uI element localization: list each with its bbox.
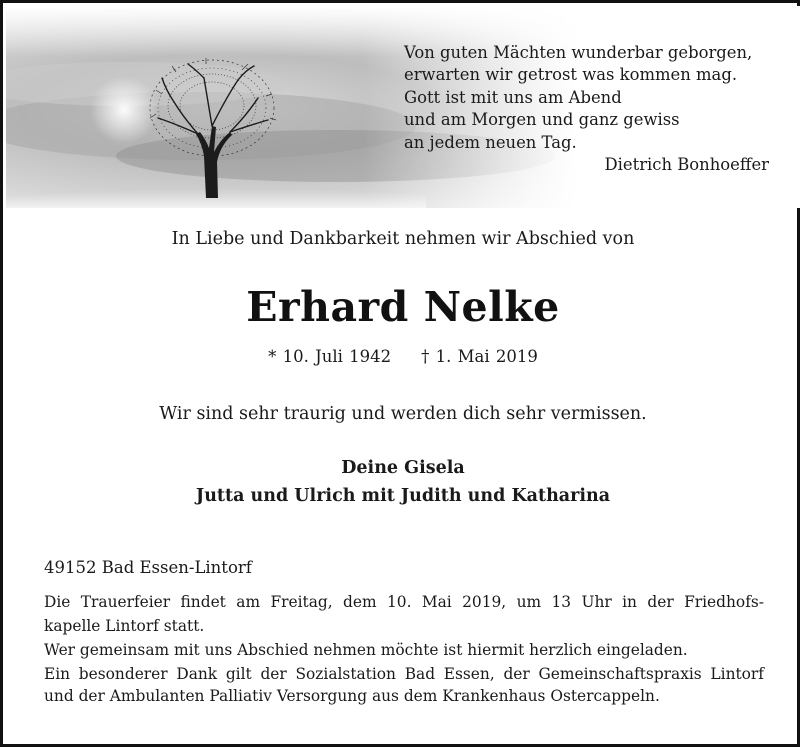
death-date: † 1. Mai 2019 (421, 347, 538, 366)
ceremony-text-line1: Die Trauerfeier findet am Freitag, dem 10. Mai 2019, um 13 Uhr in der Friedhofs- (44, 593, 764, 611)
birth-date: * 10. Juli 1942 (268, 347, 392, 366)
invitation-text: Wer gemeinsam mit uns Abschied nehmen möchte ist hiermit herzlich eingeladen. (44, 641, 688, 659)
family-line: Jutta und Ulrich mit Judith und Katharina (195, 486, 611, 506)
thanks-text-line2: und der Ambulanten Palliativ Versorgung aus dem Krankenhaus Ostercappeln. (44, 687, 660, 705)
poem-block (404, 42, 769, 176)
poem-line: und am Morgen und ganz gewiss (404, 110, 680, 130)
address: 49152 Bad Essen-Lintorf (44, 558, 252, 577)
family-line: Deine Gisela (341, 458, 465, 478)
poem-line: Gott ist mit uns am Abend (404, 87, 622, 107)
farewell-message: Wir sind sehr traurig und werden dich sehr vermissen. (159, 404, 647, 424)
header-image (6, 6, 800, 208)
family-signatures (3, 454, 800, 510)
intro-text: In Liebe und Dankbarkeit nehmen wir Abschied von (171, 229, 635, 249)
funeral-info (44, 591, 764, 709)
ceremony-text-line2: kapelle Lintorf statt. (44, 617, 205, 635)
poem-line: Von guten Mächten wunderbar geborgen, (404, 43, 753, 62)
poem-line: an jedem neuen Tag. (404, 132, 577, 152)
poem-author: Dietrich Bonhoeffer (604, 155, 769, 175)
thanks-text-line1: Ein besonderer Dank gilt der Sozialstation Bad Essen, der Gemeinschaftspraxis Lintorf (44, 665, 764, 683)
poem-line: erwarten wir getrost was kommen mag. (404, 65, 738, 85)
deceased-name: Erhard Nelke (246, 283, 560, 331)
life-dates (3, 347, 800, 366)
